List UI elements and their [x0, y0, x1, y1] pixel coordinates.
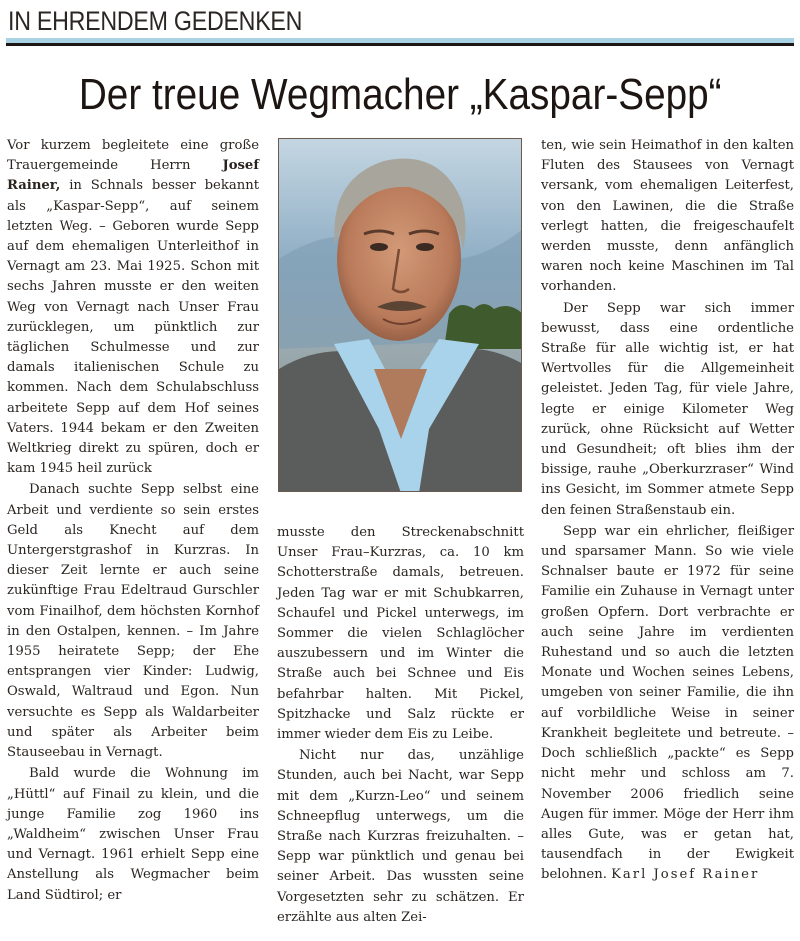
paragraph: Nicht nur das, unzählige Stunden, auch bei Nacht, war Sepp mit dem „Kurzn-Leo“ und seinem Schneepflug unterwegs, um die Straße nach Kurzras freizuhalten. – Sepp war pünktlich und genau bei seiner Arbeit. Das wussten seine Vorgesetzten sehr zu schätzen. Er erzählte aus alten Zei- — [277, 748, 524, 925]
text-run: Vor kurzem begleitete eine große Trauergemeinde Herrn — [7, 138, 259, 174]
paragraph: Danach suchte Sepp selbst eine Arbeit und verdiente so sein erstes Geld als Knecht auf dem Untergerstgrashof in Kurzras. In dieser Zeit lernte er auch seine zukünftige Frau Edeltraud Gurschler vom Finailhof, dem höchsten Kornhof in den Ostalpen, kennen. – Im Jahre 1955 heiratete Sepp; der Ehe entsprangen vier Kinder: Ludwig, Oswald, Waltraud und Egon. Nun versuchte es Sepp als Waldarbeiter und später als Arbeiter beim Stauseebau in Vernagt. — [7, 482, 259, 761]
paragraph: Bald wurde die Wohnung im „Hüttl“ auf Finail zu klein, und die junge Familie zog 1960 ins „Waldheim“ zwischen Unser Frau und Vernagt. 1961 erhielt Sepp eine Anstellung als Wegmacher beim Land Südtirol; er — [7, 766, 259, 903]
article-headline — [0, 70, 800, 120]
paragraph: ten, wie sein Heimathof in den kalten Fluten des Stausees von Vernagt versank, vom ehemaligen Leiterfest, von den Lawinen, die die Straße verlegt hatten, die freigeschaufelt werden musste, denn anfänglich waren noch keine Maschinen im Tal vorhanden. — [541, 138, 794, 295]
person-name: Josef Rainer, — [7, 158, 259, 194]
text-run: in Schnals besser bekannt als „Kaspar-Sepp“, auf seinem letzten Weg. – Geboren wurde Sepp auf dem ehemaligen Unterleithof in Vernagt am 23. Mai 1925. Schon mit sechs Jahren musste er den weiten Weg von Vernagt nach Unser Frau zurücklegen, um pünktlich zur täglichen Schulmesse und zur damals italienischen Schule zu kommen. Nach dem Schulabschluss arbeitete Sepp auf dem Hof seines Vaters. 1944 bekam er den Zweiten Weltkrieg direkt zu spüren, doch er kam 1945 heil zurück — [7, 178, 259, 477]
paragraph — [7, 136, 259, 479]
paragraph: musste den Streckenabschnitt Unser Frau–Kurzras, ca. 10 km Schotterstraße damals, betreuen. Jeden Tag war er mit Schubkarren, Schaufel und Pickel unterwegs, im Sommer die vielen Schlaglöcher auszubessern und im Winter die Straße auch bei Schnee und Eis befahrbar halten. Mit Pickel, Spitzhacke und Salz rückte er immer wieder dem Eis zu Leibe. — [277, 525, 524, 743]
paragraph: Der Sepp war sich immer bewusst, dass eine ordentliche Straße für alle wichtig ist, er hat Wertvolles für die Allgemeinheit geleistet. Jeden Tag, für viele Jahre, legte er einige Kilometer Weg zurück, ohne Rücksicht auf Wetter und Gesundheit; oft blies ihm der bissige, rauhe „Oberkurzraser“ Wind ins Gesicht, im Sommer atmete Sepp den feinen Straßenstaub ein. — [541, 300, 794, 518]
author-signature: Karl Josef Rainer — [611, 867, 760, 883]
text-run: Sepp war ein ehrlicher, fleißiger und sparsamer Mann. So wie viele Schnalser baute er 1972 für seine Familie ein Zuhause in Vernagt unter großen Opfern. Dort verbrachte er auch seine Jahre im verdienten Ruhestand und so auch die letzten Monate und Wochen seines Lebens, umgeben von seiner Familie, die ihn auf vorbildliche Weise in seiner Krankheit begleitete und betreute. – Doch schließlich „packte“ es Sepp nicht mehr und schloss am 7. November 2006 friedlich seine Augen für immer. Möge der Herr ihm alles Gute, was er getan hat, tausendfach in der Ewigkeit belohnen. — [541, 523, 794, 883]
portrait-illustration — [279, 139, 522, 492]
portrait-photo — [278, 138, 522, 492]
article-column-3 — [541, 136, 794, 886]
article-column-1 — [7, 136, 259, 906]
article-column-2 — [277, 523, 524, 928]
header-rule-dark — [6, 43, 794, 46]
section-kicker: IN EHRENDEM GEDENKEN — [8, 6, 303, 36]
headline-text: Der treue Wegmacher „Kaspar-Sepp“ — [78, 70, 722, 119]
paragraph — [541, 522, 794, 886]
